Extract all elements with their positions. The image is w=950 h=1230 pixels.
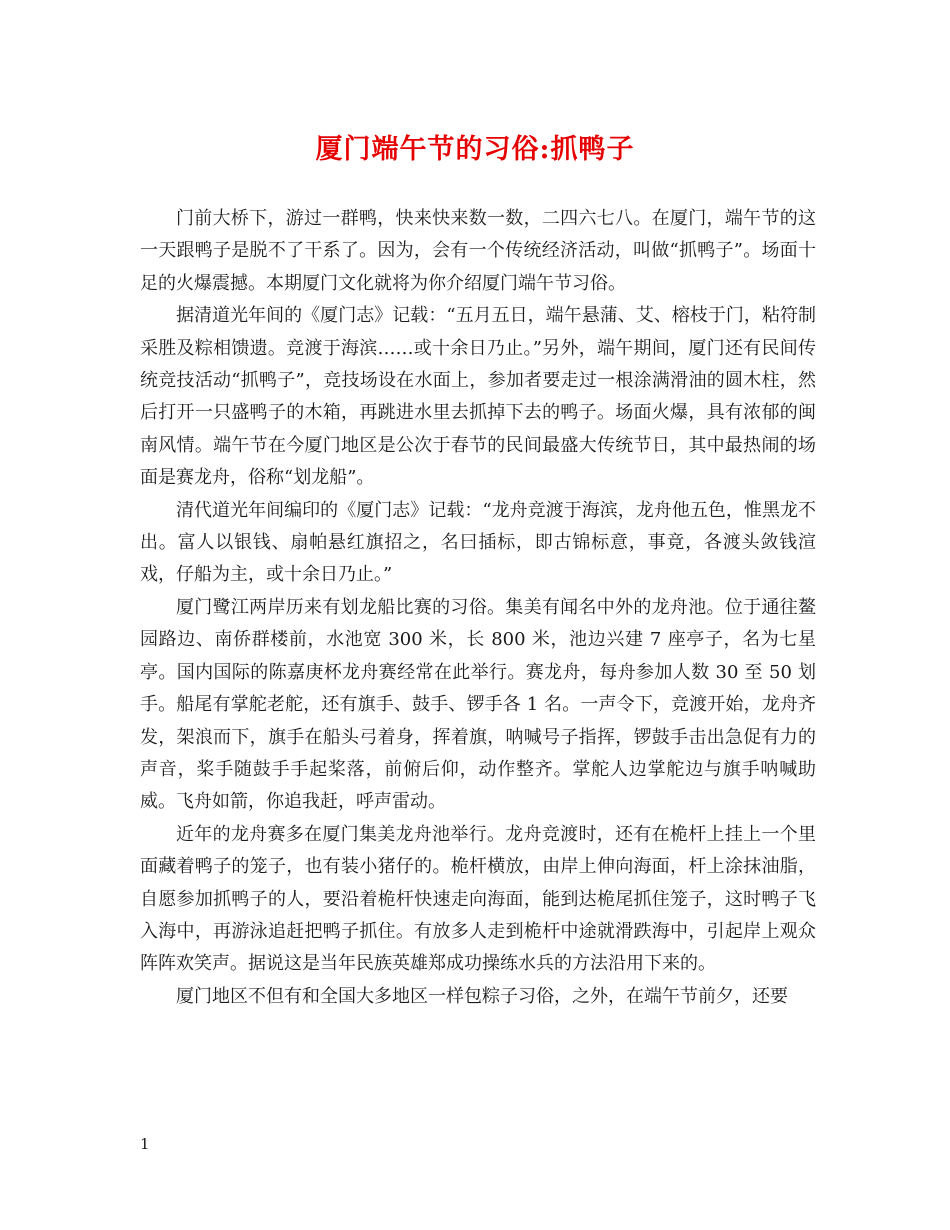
paragraph-qing-record: 清代道光年间编印的《厦门志》记载：“龙舟竞渡于海滨，龙舟他五色，惟黑龙不出。富人以银钱、扇帕悬红旗招之，名曰插标，即古锦标意，事竟，各渡头敛钱渲戏，仔船为主，或十余日乃止。” xyxy=(140,499,816,586)
paragraph-xiamen-gazetteer: 据清道光年间的《厦门志》记载：“五月五日，端午悬蒲、艾、榕枝于门，粘符制采胜及粽相馈遗。竞渡于海滨……或十余日乃止。”另外，端午期间，厦门还有民间传统竞技活动“抓鸭子”，竞技场设在水面上，参加者要走过一根涂满滑油的圆木柱，然后打开一只盛鸭子的木箱，再跳进水里去抓掉下去的鸭子。场面火爆，具有浓郁的闽南风情。端午节在今厦门地区是公次于春节的民间最盛大传统节日，其中最热闹的场面是赛龙舟，俗称“划龙船”。 xyxy=(140,305,816,489)
page-number: 1 xyxy=(140,1135,150,1153)
paragraph-zongzi: 厦门地区不但有和全国大多地区一样包粽子习俗，之外，在端午节前夕，还要 xyxy=(176,985,788,1007)
paragraph-intro: 门前大桥下，游过一群鸭，快来快来数一数，二四六七八。在厦门，端午节的这一天跟鸭子是脱不了干系了。因为，会有一个传统经济活动，叫做“抓鸭子”。场面十足的火爆震撼。本期厦门文化就将为你介绍厦门端午节习俗。 xyxy=(140,208,816,294)
paragraph-dragon-boat-race: 厦门鹭江两岸历来有划龙船比赛的习俗。集美有闻名中外的龙舟池。位于通往鳌园路边、南侨群楼前，水池宽 300 米，长 800 米，池边兴建 7 座亭子，名为七星亭。国内国际的陈嘉庚杯龙舟赛经常在此举行。赛龙舟，每舟参加人数 30 至 50 划手。船尾有掌舵老舵，还有旗手、鼓手、锣手各 1 名。一声令下，竞渡开始，龙舟齐发，架浪而下，旗手在船头弓着身，挥着旗，呐喊号子指挥，锣鼓手击出急促有力的声音，桨手随鼓手手起桨落，前俯后仰，动作整齐。掌舵人边掌舵边与旗手呐喊助威。飞舟如箭，你追我赶，呼声雷动。 xyxy=(140,596,816,813)
paragraph-catch-duck: 近年的龙舟赛多在厦门集美龙舟池举行。龙舟竞渡时，还有在桅杆上挂上一个里面藏着鸭子的笼子，也有装小猪仔的。桅杆横放，由岸上伸向海面，杆上涂抹油脂，自愿参加抓鸭子的人，要沿着桅杆快速走向海面，能到达桅尾抓住笼子，这时鸭子飞入海中，再游泳追赶把鸭子抓住。有放多人走到桅杆中途就滑跌海中，引起岸上观众阵阵欢笑声。据说这是当年民族英雄郑成功操练水兵的方法沿用下来的。 xyxy=(140,823,816,975)
document-body xyxy=(140,203,816,1013)
document-title: 厦门端午节的习俗:抓鸭子 xyxy=(315,134,635,165)
